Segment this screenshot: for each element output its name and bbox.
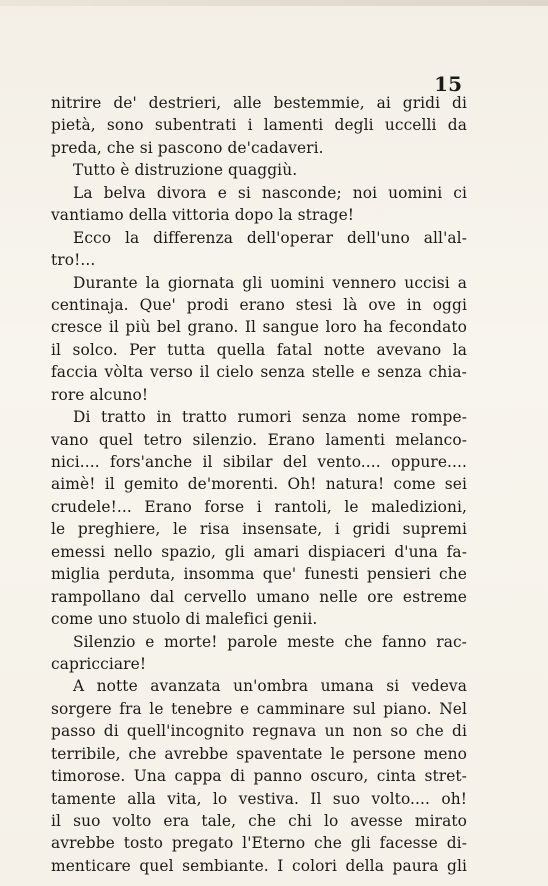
text-line: capricciare!	[51, 654, 147, 673]
text-line: aimè! il gemito de'morenti. Oh! natura! come sei	[51, 475, 467, 494]
text-line: il solco. Per tutta quella fatal notte avevano la	[51, 340, 467, 359]
text-line: crudele!... Erano forse i rantoli, le maledizioni,	[51, 497, 467, 516]
text-line: menticare quel sembiante. I colori della paura gli	[51, 856, 467, 875]
text-line: passo di quell'incognito regnava un non so che di	[51, 722, 467, 741]
text-line: come uno stuolo di malefici genii.	[51, 610, 318, 629]
text-line: Durante la giornata gli uomini vennero uccisi a	[73, 273, 467, 292]
text-line: centinaja. Que' prodi erano stesi là ove in oggi	[51, 295, 467, 314]
text-line: tro!...	[51, 251, 96, 270]
text-line: Di tratto in tratto rumori senza nome rompe-	[73, 408, 467, 427]
text-line: Silenzio e morte! parole meste che fanno rac-	[73, 632, 467, 651]
text-line: nici.... fors'anche il sibilar del vento.... oppure....	[51, 453, 467, 471]
text-line: rampollano dal cervello umano nelle ore estreme	[51, 587, 467, 606]
text-line: La belva divora e si nasconde; noi uomini ci	[73, 183, 467, 202]
text-line: avrebbe tosto pregato l'Eterno che gli facesse di-	[51, 834, 467, 853]
text-line: Ecco la differenza dell'operar dell'uno all'al-	[73, 228, 467, 247]
text-line: terribile, che avrebbe spaventate le persone meno	[51, 744, 467, 763]
text-line: vantiamo della vittoria dopo la strage!	[51, 206, 355, 225]
text-line: timorose. Una cappa di panno oscuro, cinta stret-	[51, 767, 467, 786]
text-line: cresce il più bel grano. Il sangue loro ha fecondato	[51, 318, 467, 337]
text-line: le preghiere, le risa insensate, i gridi supremi	[51, 520, 467, 539]
page-number: 15	[434, 72, 462, 96]
text-line: emessi nello spazio, gli amari dispiaceri d'una fa-	[51, 542, 467, 561]
text-line: nitrire de' destrieri, alle bestemmie, ai gridi di	[51, 94, 467, 112]
text-line: vano quel tetro silenzio. Erano lamenti melanco-	[51, 430, 467, 449]
text-line: tamente alla vita, lo vestiva. Il suo volto.... oh!	[51, 789, 467, 808]
text-line: faccia vòlta verso il cielo senza stelle e senza chia-	[51, 363, 467, 382]
text-line: il suo volto era tale, che chi lo avesse mirato	[51, 812, 467, 830]
text-line: pietà, sono subentrati i lamenti degli uccelli da	[51, 116, 467, 135]
text-line: miglia perduta, insomma que' funesti pensieri che	[51, 565, 467, 584]
text-line: preda, che si pascono de'cadaveri.	[51, 138, 324, 157]
text-line: A notte avanzata un'ombra umana si vedeva	[73, 677, 467, 696]
page-top-edge	[0, 0, 548, 6]
text-line: rore alcuno!	[51, 385, 149, 404]
text-line: sorgere fra le tenebre e camminare sul piano. Nel	[51, 699, 467, 718]
body-text	[51, 92, 467, 877]
text-line: Tutto è distruzione quaggiù.	[73, 161, 298, 180]
